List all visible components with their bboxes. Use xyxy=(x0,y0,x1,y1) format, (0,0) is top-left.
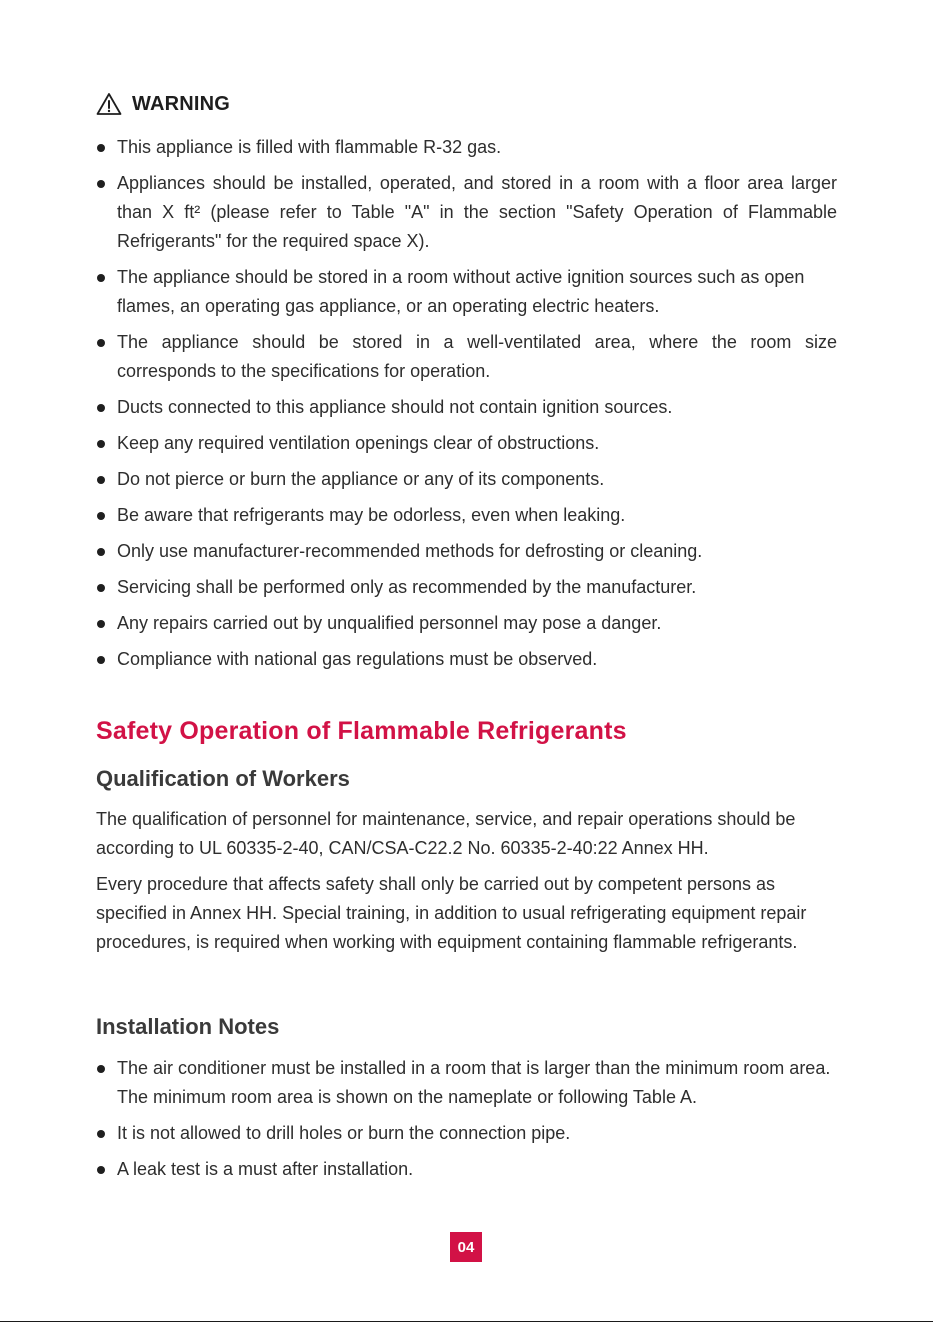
warning-heading xyxy=(96,92,230,116)
installation-item: The air conditioner must be installed in a room that is larger than the minimum room area. The minimum room area is shown on the nameplate or following Table A. xyxy=(96,1054,837,1112)
warning-triangle-icon xyxy=(96,92,122,116)
warning-item: Only use manufacturer-recommended methods for defrosting or cleaning. xyxy=(96,537,837,566)
section-title: Safety Operation of Flammable Refrigerants xyxy=(96,717,627,745)
warning-list xyxy=(96,133,837,681)
warning-item: Servicing shall be performed only as recommended by the manufacturer. xyxy=(96,573,837,602)
qualification-paragraph: The qualification of personnel for maintenance, service, and repair operations should be according to UL 60335-2-40, CAN/CSA-C22.2 No. 60335-2-40:22 Annex HH. xyxy=(96,809,796,858)
warning-item: Appliances should be installed, operated, and stored in a room with a floor area larger than X ft² (please refer to Table "A" in the section "Safety Operation of Flammable Refrigerants" for the required space X). xyxy=(96,169,837,256)
warning-item: Keep any required ventilation openings clear of obstructions. xyxy=(96,429,837,458)
installation-heading: Installation Notes xyxy=(96,1014,280,1039)
warning-item: Do not pierce or burn the appliance or any of its components. xyxy=(96,465,837,494)
bullet-dot-icon xyxy=(97,584,105,592)
installation-item: A leak test is a must after installation. xyxy=(96,1155,837,1184)
bullet-dot-icon xyxy=(97,339,105,347)
bullet-dot-icon xyxy=(97,440,105,448)
warning-item: Be aware that refrigerants may be odorless, even when leaking. xyxy=(96,501,837,530)
page-bottom-divider xyxy=(0,1321,933,1322)
bullet-dot-icon xyxy=(97,144,105,152)
bullet-dot-icon xyxy=(97,1166,105,1174)
warning-title: WARNING xyxy=(132,92,231,115)
bullet-dot-icon xyxy=(97,656,105,664)
bullet-dot-icon xyxy=(97,476,105,484)
warning-item: Any repairs carried out by unqualified personnel may pose a danger. xyxy=(96,609,837,638)
bullet-dot-icon xyxy=(97,620,105,628)
bullet-dot-icon xyxy=(97,180,105,188)
bullet-dot-icon xyxy=(97,1065,105,1073)
bullet-dot-icon xyxy=(97,1130,105,1138)
bullet-dot-icon xyxy=(97,512,105,520)
bullet-dot-icon xyxy=(97,548,105,556)
installation-item: It is not allowed to drill holes or burn the connection pipe. xyxy=(96,1119,837,1148)
warning-item: This appliance is filled with flammable R-32 gas. xyxy=(96,133,837,162)
warning-item: Compliance with national gas regulations must be observed. xyxy=(96,645,837,674)
qualification-heading: Qualification of Workers xyxy=(96,766,350,791)
warning-item: The appliance should be stored in a room without active ignition sources such as open flames, an operating gas appliance, or an operating electric heaters. xyxy=(96,263,837,321)
page-number-badge: 04 xyxy=(450,1232,482,1262)
warning-item: Ducts connected to this appliance should not contain ignition sources. xyxy=(96,393,837,422)
qualification-paragraph: Every procedure that affects safety shall only be carried out by competent persons as specified in Annex HH. Special training, in addition to usual refrigerating equipment repair procedures, is required when working with equipment containing flammable refrigerants. xyxy=(96,874,807,952)
bullet-dot-icon xyxy=(97,274,105,282)
bullet-dot-icon xyxy=(97,404,105,412)
warning-item: The appliance should be stored in a well-ventilated area, where the room size corresponds to the specifications for operation. xyxy=(96,328,837,386)
installation-list xyxy=(96,1054,837,1191)
